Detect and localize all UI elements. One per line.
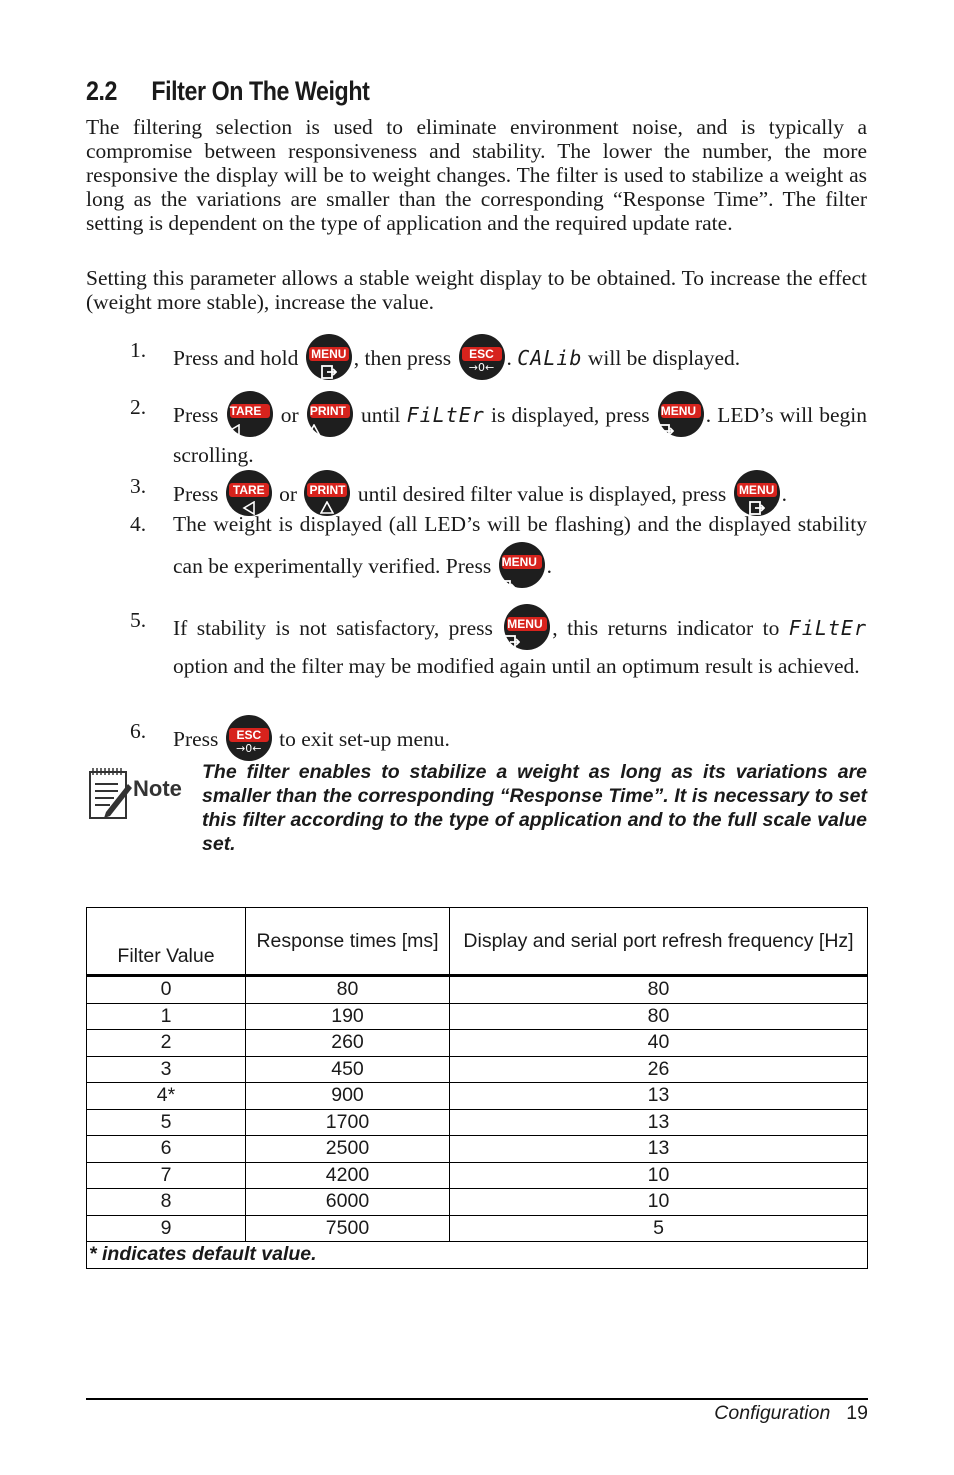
step-text [173,504,867,591]
step-text-part: Press [173,402,225,427]
table-cell: 10 [450,1162,868,1189]
table-row [87,1136,868,1163]
menu-button-icon [504,604,550,650]
table-cell: 80 [450,1003,868,1030]
step-text-part: If stability is not satisfactory, press [173,615,503,640]
zero-symbol: →0← [468,361,495,374]
button-label: PRINT [309,483,346,497]
step-text-part: or [274,402,305,427]
intro-paragraph: The filtering selection is used to eliminate environment noise, and is typically a compromise between responsiveness and stability. The lower the number, the more responsive the display will be to weight changes. The filter is used to stabilize a weight as long as the variations are smaller than the corresponding “Response Time”. The filter setting is dependent on the type of application and the required update rate. [86,115,867,235]
table-cell: 7 [87,1162,246,1189]
table-cell: 26 [450,1056,868,1083]
table-row [87,1003,868,1030]
print-button-icon [307,391,353,437]
step-text-part: , this returns indicator to [552,615,789,640]
table-cell: 10 [450,1189,868,1216]
step-text-part: to exit set-up menu. [273,726,450,751]
lcd-filter-display: FiLtEr [788,615,868,640]
step-text-part: . [781,481,787,506]
table-cell: 13 [450,1136,868,1163]
step-text-part: until [354,402,407,427]
table-cell: 13 [450,1083,868,1110]
menu-button-icon [499,542,545,588]
lcd-calib-display: CALib [517,345,583,370]
filter-table [86,907,868,1269]
table-cell: 3 [87,1056,246,1083]
button-label: MENU [737,483,777,497]
enter-symbol-icon [658,416,704,434]
table-cell: 13 [450,1109,868,1136]
table-row [87,1030,868,1057]
table-row [87,1215,868,1242]
step-text-part: is displayed, press [484,402,656,427]
lcd-filter-display: FiLtEr [406,402,485,427]
step-text-part: Press [173,481,224,506]
step-text-part: will be displayed. [582,345,741,370]
table-cell: 9 [87,1215,246,1242]
column-header: Filter Value [87,908,246,976]
table-cell: 6 [87,1136,246,1163]
table-cell: 1700 [246,1109,450,1136]
step-text [173,337,867,383]
esc-button-icon [226,715,272,761]
table-row [87,976,868,1004]
section-heading [86,76,369,107]
notepad-pencil-icon [88,766,132,820]
enter-symbol-icon [499,567,545,585]
table-cell: 5 [450,1215,868,1242]
step-number: 6. [130,719,147,743]
table-cell: 190 [246,1003,450,1030]
step-number: 5. [130,608,147,632]
table-cell: 4200 [246,1162,450,1189]
table-footnote: * indicates default value. [87,1242,868,1269]
button-label: ESC [229,728,269,742]
left-triangle-icon [227,416,273,434]
table-cell: 6000 [246,1189,450,1216]
step-number: 2. [130,395,147,419]
step-text-part: . [506,345,518,370]
section-number: 2.2 [86,76,118,106]
table-cell: 4* [87,1083,246,1110]
button-label: MENU [309,347,349,361]
step-text-part: Press and hold [173,345,304,370]
esc-button-icon [459,334,505,380]
table-cell: 260 [246,1030,450,1057]
table-footnote-row [87,1242,868,1269]
section-title: Filter On The Weight [151,76,370,106]
step-number: 1. [130,338,147,362]
step-text-part: . LED’s will begin scrolling. [173,402,867,467]
table-row [87,1056,868,1083]
button-label: TARE [229,483,269,497]
up-triangle-icon [307,416,353,434]
step-text-part: option and the filter may be modified again until an optimum result is achieved. [173,654,860,678]
step-text-part: or [273,481,303,506]
column-header: Display and serial port refresh frequency [Hz] [450,908,868,976]
table-cell: 7500 [246,1215,450,1242]
step-number: 3. [130,474,147,498]
button-label: ESC [462,347,502,361]
table-cell: 40 [450,1030,868,1057]
table-cell: 900 [246,1083,450,1110]
step-text-part: . [546,553,552,578]
step-text-part: until desired filter value is displayed, press [352,481,732,506]
enter-symbol-icon [504,629,550,647]
table-cell: 2500 [246,1136,450,1163]
footer-rule [86,1398,868,1400]
note-text: The filter enables to stabilize a weight as long as its variations are smaller than the corresponding “Response Time”. It is necessary to set this filter according to the type of application and to the full scale value set. [202,761,867,855]
button-label: MENU [507,617,547,631]
note-label: Note [133,776,182,801]
table-cell: 8 [87,1189,246,1216]
table-cell: 80 [450,976,868,1004]
step-text [173,394,867,471]
step-text [173,718,867,764]
button-label: MENU [502,555,542,569]
button-label: PRINT [310,404,350,418]
table-row [87,1162,868,1189]
step-number: 4. [130,512,147,536]
step-text-part: , then press [353,345,457,370]
step-text [173,607,867,680]
page-number: 19 [846,1402,868,1424]
table-header-row [87,908,868,976]
setting-paragraph: Setting this parameter allows a stable weight display to be obtained. To increase the effect (weight more stable), increase the value. [86,266,867,314]
zero-symbol: →0← [236,742,262,755]
table-cell: 0 [87,976,246,1004]
button-label: TARE [230,404,270,418]
table-cell: 80 [246,976,450,1004]
menu-button-icon [306,334,352,380]
step-text-part: Press [173,726,224,751]
footer-section: Configuration [714,1402,831,1424]
menu-button-icon [658,391,704,437]
step-text-part: The weight is displayed (all LED’s will be flashing) and the displayed stability can be experimentally verified. Press [173,512,867,578]
table-cell: 5 [87,1109,246,1136]
table-cell: 2 [87,1030,246,1057]
enter-symbol-icon [306,359,352,377]
button-label: MENU [661,404,701,418]
table-row [87,1109,868,1136]
table-row [87,1189,868,1216]
table-row [87,1083,868,1110]
table-cell: 1 [87,1003,246,1030]
page-footer [86,1402,868,1425]
tare-button-icon [227,391,273,437]
column-header: Response times [ms] [246,908,450,976]
table-cell: 450 [246,1056,450,1083]
